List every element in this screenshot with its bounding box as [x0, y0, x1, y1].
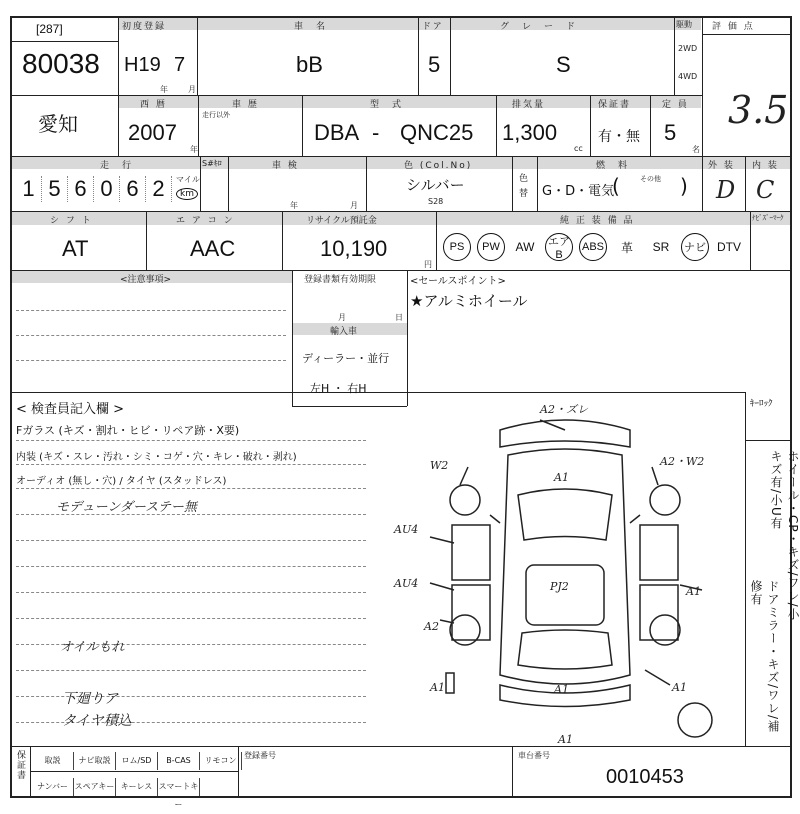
year-label: 年: [160, 85, 168, 94]
mileage-digit: 0: [94, 176, 120, 202]
sales-point-label: <セールスポイント>: [410, 276, 506, 287]
drive-4wd: 4WD: [678, 72, 698, 81]
warranty-label: 保証書: [598, 100, 632, 110]
footer-item: ナビ取説: [74, 752, 116, 770]
mileage-unit-km: km: [176, 188, 198, 200]
year-label-2: 年: [190, 145, 198, 154]
fuel-other: その他: [640, 175, 661, 183]
recycle: 10,190: [320, 236, 388, 261]
equipment-item: DTV: [717, 240, 741, 254]
recycle-unit: 円: [424, 260, 432, 269]
model-year-label: 車 歴: [232, 100, 259, 110]
shift-label: シ フ ト: [50, 216, 93, 226]
footer-item: B-CAS: [158, 752, 200, 770]
sales-point: ★アルミホイール: [410, 292, 528, 310]
interior-grade: C: [756, 176, 775, 204]
displacement: 1,300: [502, 120, 558, 145]
mileage-unit-mile: マイル: [176, 175, 200, 184]
chassis-label: 車台番号: [518, 751, 550, 760]
inspector-line-audio: オーディオ (無し・穴) / タイヤ (スタッドレス): [16, 476, 227, 487]
s-unit-label: S#ｷﾛ: [202, 159, 222, 168]
month-label: 月: [188, 85, 196, 94]
recycle-label: リサイクル預託金: [306, 216, 377, 226]
diag-label-10: A1: [430, 681, 445, 694]
diag-label-6: AU4: [394, 577, 419, 590]
region: 愛知: [38, 112, 78, 136]
capacity-label: 定 員: [662, 100, 689, 110]
footer-item: ロム/SD: [116, 752, 158, 770]
import-values: ディーラー・並行: [302, 352, 390, 365]
equipment-item: ナビ: [681, 233, 709, 261]
shift: AT: [62, 236, 89, 261]
grade-label: グ レ ー ド: [500, 22, 578, 32]
diag-label-2: W2: [430, 459, 449, 472]
aircon: AAC: [190, 236, 236, 261]
diag-label-5: AU4: [394, 523, 419, 536]
handwritten-note-1: モデューンダーステー無: [56, 500, 197, 515]
equipment-label: 純 正 装 備 品: [560, 216, 635, 226]
exterior-label: 外 装: [708, 161, 735, 171]
diag-label-9: A1: [686, 585, 701, 598]
navi-mark-label: ﾅﾋﾞｽﾞｰﾏｰｸ: [752, 214, 784, 222]
footer-item: スペアキー: [74, 778, 116, 796]
fuel-label: 燃 料: [596, 161, 630, 171]
sidebar-wheel-note: ホイール・CP・キズ/ワレ/小キズ有/小U有: [769, 450, 800, 621]
first-reg-month: 7: [174, 54, 186, 76]
model-label: 型 式: [370, 100, 404, 110]
first-reg-label: 初度登録: [122, 22, 167, 32]
handwritten-note-2: オイルもれ: [60, 640, 125, 655]
model-prefix: DBA: [314, 120, 360, 145]
color-label: 色 (Col.No): [404, 161, 473, 171]
footer-item: リモコン: [200, 752, 242, 770]
inspector-line-interior: 内装 (キズ・スレ・汚れ・シミ・コゲ・穴・キレ・破れ・剥れ): [16, 452, 297, 463]
grade: S: [556, 52, 571, 77]
exterior-grade: D: [716, 176, 736, 204]
western-year: 2007: [128, 120, 177, 145]
reg-expiry-label: 登録書類有効期限: [304, 275, 377, 285]
inspection-month: 月: [350, 201, 358, 210]
lot-number: 80038: [22, 48, 100, 79]
car-name: bB: [296, 52, 323, 77]
expiry-month: 月: [338, 313, 346, 322]
footer-item: ナンバー: [32, 778, 74, 796]
diag-label-13: A1: [558, 733, 573, 745]
first-reg-era: H19: [124, 54, 161, 76]
footer-item: 取説: [32, 752, 74, 770]
color-name: シルバー: [406, 176, 465, 194]
western-year-label: 西 暦: [140, 100, 167, 110]
mileage-digit: 1: [16, 176, 42, 202]
mileage-digit: 6: [68, 176, 94, 202]
equipment-item: AW: [515, 240, 535, 254]
diag-label-7: A2: [424, 620, 439, 633]
score-label: 評 価 点: [712, 22, 755, 32]
mileage-digit: 5: [42, 176, 68, 202]
chassis-number: 0010453: [606, 766, 684, 788]
warranty: 有・無: [598, 129, 640, 145]
drive-2wd: 2WD: [678, 44, 698, 53]
sidebar-mirror-note: ドアミラー・キズ/ワレ/補修有: [749, 580, 780, 734]
handwritten-note-3: 下廻りア: [62, 691, 118, 707]
inspector-line-glass: Fガラス (キズ・割れ・ヒビ・リペア跡・X要): [16, 424, 240, 437]
handwritten-note-4: タイヤ積込: [62, 713, 132, 729]
interior-label: 内 装: [752, 161, 779, 171]
key-lock-label: ｷｰﾛｯｸ: [750, 399, 773, 409]
diag-label-8: PJ2: [550, 580, 569, 593]
footer-items-row1: [32, 752, 242, 770]
car-damage-diagram: [390, 395, 740, 745]
model-code: QNC25: [400, 120, 474, 145]
inspection-label: 車 検: [272, 161, 299, 171]
equipment-list: [440, 228, 746, 266]
diag-label-3: A2・W2: [660, 455, 705, 468]
model-year-note: 走行以外: [202, 111, 230, 119]
caution-label: <注意事項>: [120, 275, 172, 285]
mileage: [16, 176, 172, 202]
footer-warranty-vert: 保証書: [15, 750, 25, 780]
mileage-label: 走 行: [100, 161, 134, 171]
expiry-day: 日: [395, 313, 403, 322]
mileage-digit: 6: [120, 176, 146, 202]
diag-label-11: A1: [554, 683, 569, 696]
footer-item: キーレス: [116, 778, 158, 796]
color-code: S28: [428, 197, 444, 206]
inspector-label: < 検査員記入欄 >: [16, 402, 125, 417]
reg-number-label: 登録番号: [244, 751, 276, 760]
equipment-item: SR: [652, 240, 670, 254]
fuel: G・D・電気: [542, 184, 615, 199]
displacement-label: 排気量: [512, 100, 546, 110]
drive-label: 駆動: [676, 20, 692, 29]
doors: 5: [428, 52, 441, 77]
diag-label-12: A1: [672, 681, 687, 694]
displacement-unit: cc: [574, 144, 583, 153]
footer-items-row2: [32, 778, 200, 809]
equipment-item: PW: [477, 233, 505, 261]
aircon-label: エ ア コ ン: [176, 216, 235, 226]
score: 3.5: [728, 88, 789, 132]
diag-label-4: A1: [554, 471, 569, 484]
color-change: 色替: [519, 174, 529, 199]
footer-item: スマートキー: [158, 778, 200, 796]
lot-bracket: [287]: [36, 22, 63, 36]
inspection-year: 年: [290, 201, 298, 210]
doors-label: ドア: [422, 22, 444, 32]
equipment-item: ABS: [579, 233, 607, 261]
model-dash: -: [372, 120, 380, 145]
equipment-item: PS: [443, 233, 471, 261]
diag-label-1: A2・ズレ: [540, 403, 588, 416]
equipment-item: 革: [620, 240, 633, 255]
import-label: 輸入車: [330, 327, 358, 337]
equipment-item: エアB: [545, 233, 573, 261]
capacity: 5: [664, 120, 677, 145]
mileage-digit: 2: [146, 176, 172, 202]
steering: 左H ・ 右H: [310, 382, 367, 395]
capacity-unit: 名: [692, 145, 700, 154]
car-name-label: 車 名: [294, 22, 328, 32]
